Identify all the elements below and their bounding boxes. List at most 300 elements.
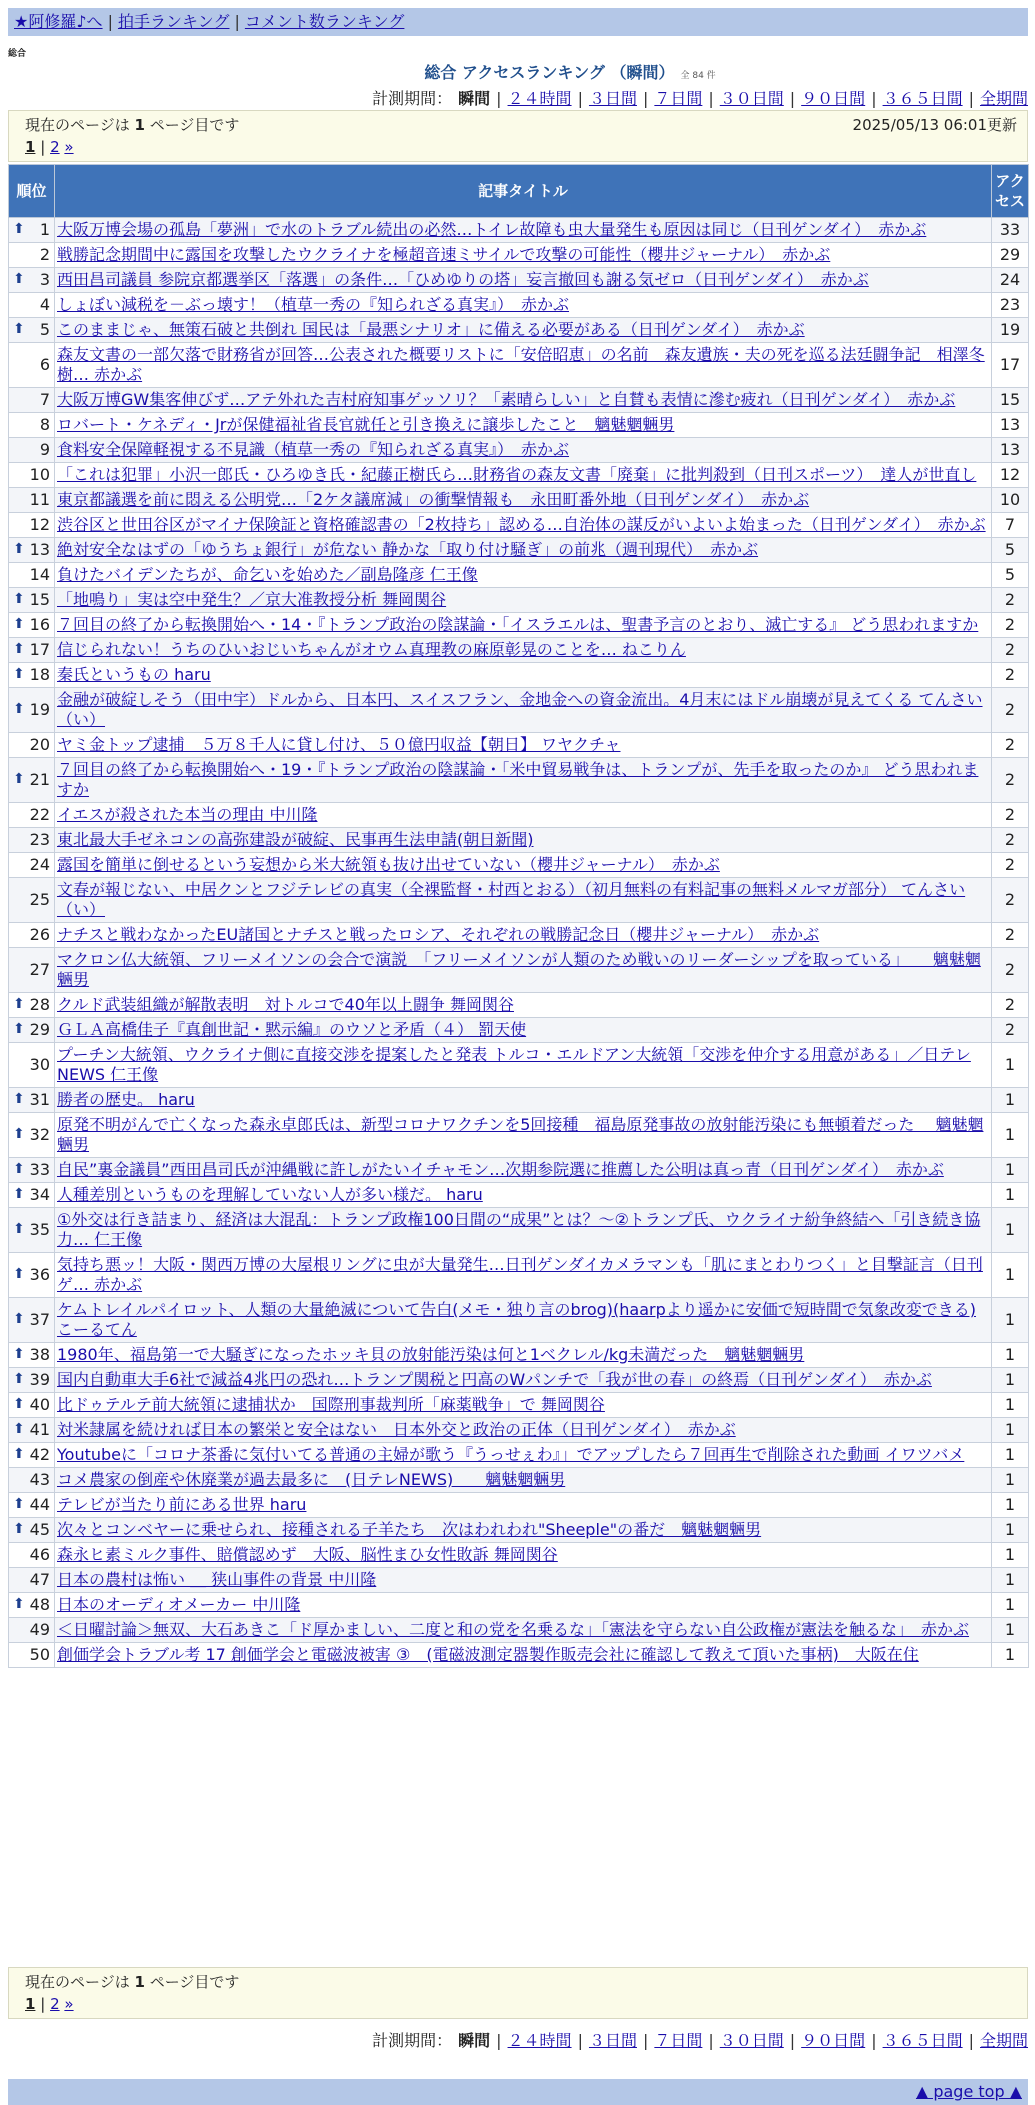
title-cell: [55, 513, 992, 538]
article-link[interactable]: クルド武装組織が解散表明 対トルコで40年以上闘争 舞岡関谷: [57, 995, 514, 1014]
arrow-up-icon: ⬆: [13, 271, 25, 287]
access-count: 2: [992, 948, 1029, 993]
rank-number: 13: [29, 540, 50, 559]
period-link[interactable]: ９０日間: [801, 2031, 866, 2050]
access-count: 5: [992, 538, 1029, 563]
article-link[interactable]: テレビが当たり前にある世界 haru: [57, 1495, 307, 1514]
table-row: [9, 1208, 1029, 1253]
rank-number: 37: [29, 1310, 50, 1329]
article-link[interactable]: 東北最大手ゼネコンの高弥建設が破綻、民事再生法申請(朝日新聞): [57, 830, 534, 849]
table-row: [9, 1643, 1029, 1668]
access-count: 2: [992, 588, 1029, 613]
article-link[interactable]: イエスが殺された本当の理由 中川隆: [57, 805, 318, 824]
pager: [25, 137, 1011, 157]
rank-number: 8: [39, 415, 50, 434]
table-row: [9, 563, 1029, 588]
table-row: [9, 1593, 1029, 1618]
article-link[interactable]: 森友文書の一部欠落で財務省が回答…公表された概要リストに「安倍昭恵」の名前 森友遺族・夫の死を巡る法廷闘争記 相澤冬樹… 赤かぶ: [57, 345, 985, 384]
table-row: [9, 828, 1029, 853]
rank-cell: [9, 1253, 55, 1298]
rank-number: 10: [29, 465, 50, 484]
access-count: 1: [992, 1253, 1029, 1298]
article-link[interactable]: 日本のオーディオメーカー 中川隆: [57, 1595, 301, 1614]
article-link[interactable]: 西田昌司議員 参院京都選挙区「落選」の条件…「ひめゆりの塔」妄言撤回も謝る気ゼロ（日刊ゲンダイ） 赤かぶ: [57, 270, 869, 289]
arrow-up-icon: ⬆: [13, 1186, 25, 1202]
arrow-up-icon: ⬆: [13, 1421, 25, 1437]
table-row: [9, 343, 1029, 388]
period-separator: |: [708, 89, 714, 108]
title-cell: [55, 878, 992, 923]
period-separator: |: [871, 2031, 877, 2050]
rank-cell: [9, 1643, 55, 1668]
pager-current: 1: [25, 138, 36, 156]
rank-number: 16: [29, 615, 50, 634]
title-cell: [55, 268, 992, 293]
article-link[interactable]: 大阪万博会場の孤島「夢洲」で水のトラブル続出の必然…トイレ故障も虫大量発生も原因は同じ（日刊ゲンダイ） 赤かぶ: [57, 220, 927, 239]
table-row: [9, 1543, 1029, 1568]
rank-number: 33: [29, 1160, 50, 1179]
pager-separator: |: [40, 1995, 46, 2013]
table-row: [9, 948, 1029, 993]
rank-cell: [9, 878, 55, 923]
access-count: 2: [992, 923, 1029, 948]
rank-number: 35: [29, 1220, 50, 1239]
title-cell: [55, 413, 992, 438]
period-separator: |: [708, 2031, 714, 2050]
pager-page-2[interactable]: 2: [50, 138, 60, 156]
article-link[interactable]: 国内自動車大手6社で減益4兆円の恐れ…トランプ関税と円高のWパンチで「我が世の春」の終焉（日刊ゲンダイ） 赤かぶ: [57, 1370, 932, 1389]
rank-cell: [9, 923, 55, 948]
clap-ranking-link[interactable]: 拍手ランキング: [117, 12, 230, 31]
title-cell: [55, 1113, 992, 1158]
page-info-text: 現在のページは 1 ページ目です: [25, 116, 240, 134]
access-count: 2: [992, 638, 1029, 663]
rank-number: 5: [39, 320, 50, 339]
rank-cell: [9, 1368, 55, 1393]
title-cell: [55, 388, 992, 413]
table-row: [9, 613, 1029, 638]
rank-cell: [9, 1113, 55, 1158]
total-count: 全 84 件: [680, 71, 716, 81]
rank-cell: [9, 1183, 55, 1208]
article-link[interactable]: 信じられない！うちのひいおじいちゃんがオウム真理教の麻原彰晃のことを… ねこりん: [57, 640, 686, 659]
table-header-row: [9, 165, 1029, 218]
page-info-bottom: [8, 1967, 1028, 2019]
title-cell: [55, 343, 992, 388]
article-link[interactable]: 戦勝記念期間中に露国を攻撃したウクライナを極超音速ミサイルで攻撃の可能性（櫻井ジャーナル） 赤かぶ: [57, 245, 831, 264]
page-title: [370, 60, 770, 83]
table-row: [9, 293, 1029, 318]
table-row: [9, 733, 1029, 758]
access-count: 1: [992, 1543, 1029, 1568]
access-count: 1: [992, 1493, 1029, 1518]
rank-number: 14: [29, 565, 50, 584]
table-row: [9, 688, 1029, 733]
title-cell: [55, 243, 992, 268]
rank-number: 1: [39, 220, 50, 239]
ranking-title: 総合 アクセスランキング （瞬間）: [424, 63, 675, 82]
arrow-up-icon: ⬆: [13, 1221, 25, 1237]
access-count: 2: [992, 828, 1029, 853]
period-separator: |: [496, 2031, 502, 2050]
article-link[interactable]: 自民”裏金議員”西田昌司氏が沖縄戦に許しがたいイチャモン…次期参院選に推薦した公明は真っ青（日刊ゲンダイ） 赤かぶ: [57, 1160, 944, 1179]
ranking-table-body: [9, 218, 1029, 1668]
period-selector-top: [372, 86, 1028, 109]
access-count: 2: [992, 733, 1029, 758]
rank-cell: [9, 638, 55, 663]
nav-separator: |: [234, 12, 240, 31]
rank-number: 44: [29, 1495, 50, 1514]
arrow-up-icon: ⬆: [13, 1266, 25, 1282]
article-link[interactable]: コメ農家の倒産や休廃業が過去最多に (日テレNEWS) 魑魅魍魎男: [57, 1470, 566, 1489]
rank-number: 24: [29, 855, 50, 874]
access-count: 2: [992, 663, 1029, 688]
title-cell: [55, 948, 992, 993]
title-cell: [55, 488, 992, 513]
arrow-up-icon: ⬆: [13, 1596, 25, 1612]
rank-cell: [9, 1343, 55, 1368]
access-count: 10: [992, 488, 1029, 513]
article-link[interactable]: 文春が報じない、中居クンとフジテレビの真実（全裸監督・村西とおる）（初月無料の有料記事の無料メルマガ部分） てんさい（い）: [57, 880, 966, 919]
article-link[interactable]: 対米隷属を続ければ日本の繁栄と安全はない 日本外交と政治の正体（日刊ゲンダイ） 赤かぶ: [57, 1420, 736, 1439]
access-count: 1: [992, 1568, 1029, 1593]
title-cell: [55, 993, 992, 1018]
rank-cell: [9, 993, 55, 1018]
article-link[interactable]: ①外交は行き詰まり、経済は大混乱：トランプ政権100日間の“成果”とは？～②トランプ氏、ウクライナ紛争終結へ「引き続き協力… 仁王像: [57, 1210, 981, 1249]
article-link[interactable]: 「これは犯罪」小沢一郎氏・ひろゆき氏・紀藤正樹氏ら…財務省の森友文書「廃棄」に批判殺到（日刊スポーツ） 達人が世直し: [57, 465, 977, 484]
article-link[interactable]: 金融が破綻しそう（田中宇）ドルから、日本円、スイスフラン、金地金への資金流出。4月末にはドル崩壊が見えてくる てんさい（い）: [57, 690, 983, 729]
article-link[interactable]: 気持ち悪ッ！大阪・関西万博の大屋根リングに虫が大量発生…日刊ゲンダイカメラマンも「肌にまとわりつく」と目撃証言（日刊ゲ… 赤かぶ: [57, 1255, 983, 1294]
article-link[interactable]: ７回目の終了から転換開始へ・19・『トランプ政治の陰謀論・「米中貿易戦争は、トランプが、先手を取ったのか』 どう思われますか: [57, 760, 979, 799]
table-row: [9, 268, 1029, 293]
rank-number: 22: [29, 805, 50, 824]
period-link[interactable]: ７日間: [654, 2031, 703, 2050]
pager-separator: |: [40, 138, 46, 156]
rank-cell: [9, 268, 55, 293]
article-link[interactable]: 露国を簡単に倒せるという妄想から米大統領も抜け出せていない（櫻井ジャーナル） 赤かぶ: [57, 855, 720, 874]
access-count: 2: [992, 1018, 1029, 1043]
rank-cell: [9, 1443, 55, 1468]
period-link[interactable]: ３日間: [588, 89, 637, 108]
header-title: 記事タイトル: [55, 165, 992, 218]
period-separator: |: [789, 2031, 796, 2050]
table-row: [9, 1468, 1029, 1493]
rank-number: 15: [29, 590, 50, 609]
rank-cell: [9, 293, 55, 318]
rank-number: 19: [29, 700, 50, 719]
rank-cell: [9, 463, 55, 488]
title-cell: [55, 318, 992, 343]
title-cell: [55, 1618, 992, 1643]
access-count: 24: [992, 268, 1029, 293]
title-cell: [55, 1018, 992, 1043]
arrow-up-icon: ⬆: [13, 1371, 25, 1387]
title-cell: [55, 1493, 992, 1518]
rank-number: 41: [29, 1420, 50, 1439]
rank-cell: [9, 828, 55, 853]
title-cell: [55, 1418, 992, 1443]
period-label: 計測期間：: [372, 89, 453, 108]
header-access: アクセス: [992, 165, 1029, 218]
rank-cell: [9, 758, 55, 803]
period-label: 計測期間：: [372, 2031, 453, 2050]
title-cell: [55, 1593, 992, 1618]
period-separator: |: [789, 89, 796, 108]
table-row: [9, 1043, 1029, 1088]
period-current: 瞬間: [458, 2031, 491, 2050]
article-link[interactable]: 森永ヒ素ミルク事件、賠償認めず 大阪、脳性まひ女性敗訴 舞岡関谷: [57, 1545, 558, 1564]
article-link[interactable]: ヤミ金トップ逮捕 ５万８千人に貸し付け、５０億円収益【朝日】 ワヤクチャ: [57, 735, 621, 754]
title-cell: [55, 1568, 992, 1593]
table-row: [9, 1568, 1029, 1593]
access-count: 2: [992, 688, 1029, 733]
arrow-up-icon: ⬆: [13, 1521, 25, 1537]
rank-number: 48: [29, 1595, 50, 1614]
article-link[interactable]: 負けたバイデンたちが、命乞いを始めた／副島隆彦 仁王像: [57, 565, 478, 584]
rank-number: 11: [29, 490, 50, 509]
section-tag: 総合: [8, 49, 27, 59]
rank-cell: [9, 1158, 55, 1183]
access-count: 1: [992, 1113, 1029, 1158]
access-count: 1: [992, 1618, 1029, 1643]
access-count: 29: [992, 243, 1029, 268]
title-cell: [55, 1208, 992, 1253]
arrow-up-icon: ⬆: [13, 541, 25, 557]
rank-number: 2: [39, 245, 50, 264]
period-link[interactable]: 全期間: [979, 89, 1028, 108]
article-link[interactable]: 食料安全保障軽視する不見識（植草一秀の『知られざる真実』） 赤かぶ: [57, 440, 570, 459]
article-link[interactable]: ７回目の終了から転換開始へ・14・『トランプ政治の陰謀論・「イスラエルは、聖書予言のとおり、滅亡する』 どう思われますか: [57, 615, 979, 634]
access-count: 15: [992, 388, 1029, 413]
rank-cell: [9, 1518, 55, 1543]
article-link[interactable]: 勝者の歴史。 haru: [57, 1090, 195, 1109]
title-cell: [55, 438, 992, 463]
table-row: [9, 438, 1029, 463]
access-count: 17: [992, 343, 1029, 388]
article-link[interactable]: ロバート・ケネディ・Jrが保健福祉省長官就任と引き換えに譲歩したこと 魑魅魍魎男: [57, 415, 675, 434]
period-separator: |: [642, 89, 649, 108]
table-row: [9, 388, 1029, 413]
article-link[interactable]: ＧＬＡ高橋佳子『真創世記・黙示編』のウソと矛盾（４） 罰天使: [57, 1020, 527, 1039]
access-count: 2: [992, 853, 1029, 878]
rank-cell: [9, 588, 55, 613]
title-cell: [55, 758, 992, 803]
title-cell: [55, 1643, 992, 1668]
table-row: [9, 1158, 1029, 1183]
period-separator: |: [577, 2031, 583, 2050]
rank-cell: [9, 733, 55, 758]
title-cell: [55, 1518, 992, 1543]
rank-number: 45: [29, 1520, 50, 1539]
rank-number: 21: [29, 770, 50, 789]
table-row: [9, 1618, 1029, 1643]
period-link[interactable]: ３０日間: [719, 89, 784, 108]
rank-number: 26: [29, 925, 50, 944]
rank-cell: [9, 1418, 55, 1443]
period-link[interactable]: ２４時間: [507, 2031, 572, 2050]
access-count: 2: [992, 878, 1029, 923]
article-link[interactable]: 原発不明がんで亡くなった森永卓郎氏は、新型コロナワクチンを5回接種 福島原発事故の放射能汚染にも無頓着だった 魑魅魍魎男: [57, 1115, 984, 1154]
rank-cell: [9, 438, 55, 463]
article-link[interactable]: 大阪万博GW集客伸びず…アテ外れた吉村府知事ゲッソリ？「素晴らしい」と自賛も表情に滲む疲れ（日刊ゲンダイ） 赤かぶ: [57, 390, 956, 409]
article-link[interactable]: しょぼい減税を－ぶっ壊す！（植草一秀の『知られざる真実』） 赤かぶ: [57, 295, 570, 314]
rank-number: 43: [29, 1470, 50, 1489]
arrow-up-icon: ⬆: [13, 1021, 25, 1037]
period-link[interactable]: ３日間: [588, 2031, 637, 2050]
rank-number: 31: [29, 1090, 50, 1109]
access-count: 2: [992, 803, 1029, 828]
access-count: 12: [992, 463, 1029, 488]
title-cell: [55, 828, 992, 853]
title-cell: [55, 1368, 992, 1393]
table-row: [9, 1493, 1029, 1518]
rank-cell: [9, 343, 55, 388]
table-row: [9, 1018, 1029, 1043]
article-link[interactable]: 1980年、福島第一で大騒ぎになったホッキ貝の放射能汚染は何と1ベクレル/kg未満だった 魑魅魍魎男: [57, 1345, 805, 1364]
rank-number: 18: [29, 665, 50, 684]
access-count: 1: [992, 1643, 1029, 1668]
title-cell: [55, 663, 992, 688]
article-link[interactable]: ＜日曜討論＞無双、大石あきこ「ド厚かましい、二度と和の党を名乗るな」「憲法を守らない自公政権が憲法を触るな」 赤かぶ: [57, 1620, 970, 1639]
arrow-up-icon: ⬆: [13, 221, 25, 237]
access-count: 1: [992, 1368, 1029, 1393]
rank-number: 34: [29, 1185, 50, 1204]
top-nav: [8, 8, 1028, 36]
rank-cell: [9, 1468, 55, 1493]
article-link[interactable]: 秦氏というもの haru: [57, 665, 211, 684]
article-link[interactable]: 東京都議選を前に悶える公明党…「2ケタ議席減」の衝撃情報も 永田町番外地（日刊ゲンダイ） 赤かぶ: [57, 490, 810, 509]
arrow-up-icon: ⬆: [13, 771, 25, 787]
period-separator: |: [577, 89, 583, 108]
arrow-up-icon: ⬆: [13, 1091, 25, 1107]
table-row: [9, 318, 1029, 343]
period-link[interactable]: 全期間: [979, 2031, 1028, 2050]
rank-number: 3: [39, 270, 50, 289]
rank-cell: [9, 1043, 55, 1088]
title-cell: [55, 853, 992, 878]
home-link[interactable]: ★阿修羅♪へ: [14, 12, 103, 31]
access-count: 19: [992, 318, 1029, 343]
rank-cell: [9, 243, 55, 268]
rank-cell: [9, 538, 55, 563]
comment-ranking-link[interactable]: コメント数ランキング: [244, 12, 405, 31]
arrow-up-icon: ⬆: [13, 321, 25, 337]
period-separator: |: [871, 89, 877, 108]
article-link[interactable]: ケムトレイルパイロット、人類の大量絶滅について告白(メモ・独り言のbrog)(haarpより遥かに安価で短時間で気象改変できる) こーるてん: [57, 1300, 976, 1339]
rank-number: 17: [29, 640, 50, 659]
rank-number: 36: [29, 1265, 50, 1284]
rank-cell: [9, 413, 55, 438]
access-count: 2: [992, 993, 1029, 1018]
title-cell: [55, 613, 992, 638]
article-link[interactable]: 「地鳴り」実は空中発生？／京大准教授分析 舞岡関谷: [57, 590, 447, 609]
article-link[interactable]: 絶対安全なはずの「ゆうちょ銀行」が危ない 静かな「取り付け騒ぎ」の前兆（週刊現代） 赤かぶ: [57, 540, 759, 559]
table-row: [9, 538, 1029, 563]
rank-cell: [9, 1568, 55, 1593]
article-link[interactable]: ナチスと戦わなかったEU諸国とナチスと戦ったロシア、それぞれの戦勝記念日（櫻井ジャーナル） 赤かぶ: [57, 925, 820, 944]
rank-cell: [9, 1493, 55, 1518]
title-cell: [55, 1343, 992, 1368]
article-link[interactable]: このままじゃ、無策石破と共倒れ 国民は「最悪シナリオ」に備える必要がある（日刊ゲンダイ） 赤かぶ: [57, 320, 805, 339]
table-row: [9, 413, 1029, 438]
rank-cell: [9, 1393, 55, 1418]
access-count: 1: [992, 1468, 1029, 1493]
article-link[interactable]: プーチン大統領、ウクライナ側に直接交渉を提案したと発表 トルコ・エルドアン大統領「交渉を仲介する用意がある」／日テレNEWS 仁王像: [57, 1045, 971, 1084]
access-count: 5: [992, 563, 1029, 588]
article-link[interactable]: 渋谷区と世田谷区がマイナ保険証と資格確認書の「2枚持ち」認める…自治体の謀反がいよいよ始まった（日刊ゲンダイ） 赤かぶ: [57, 515, 986, 534]
rank-cell: [9, 318, 55, 343]
arrow-up-icon: ⬆: [13, 1346, 25, 1362]
article-link[interactable]: 日本の農村は怖い ＿ 狭山事件の背景 中川隆: [57, 1570, 377, 1589]
article-link[interactable]: 人種差別というものを理解していない人が多い様だ。 haru: [57, 1185, 483, 1204]
table-row: [9, 1518, 1029, 1543]
title-cell: [55, 1443, 992, 1468]
table-row: [9, 923, 1029, 948]
period-separator: |: [968, 89, 974, 108]
table-row: [9, 1343, 1029, 1368]
rank-cell: [9, 803, 55, 828]
period-link[interactable]: ３６５日間: [882, 89, 963, 108]
period-separator: |: [968, 2031, 974, 2050]
article-link[interactable]: Youtubeに「コロナ茶番に気付いてる普通の主婦が歌う『うっせぇわ』」でアップしたら７回再生で削除された動画 イワツバメ: [57, 1445, 965, 1464]
period-link[interactable]: ７日間: [654, 89, 703, 108]
title-cell: [55, 463, 992, 488]
access-count: 2: [992, 758, 1029, 803]
pager-current: 1: [25, 1995, 36, 2013]
title-cell: [55, 688, 992, 733]
article-link[interactable]: 次々とコンベヤーに乗せられ、接種される子羊たち 次はわれわれ"Sheeple"の番だ 魑魅魍魎男: [57, 1520, 762, 1539]
access-count: 23: [992, 293, 1029, 318]
page-top-link[interactable]: ▲ page top ▲: [915, 2082, 1022, 2101]
period-link[interactable]: ９０日間: [801, 89, 866, 108]
table-row: [9, 488, 1029, 513]
pager-next-arrow[interactable]: »: [64, 1995, 74, 2013]
title-cell: [55, 293, 992, 318]
table-row: [9, 1183, 1029, 1208]
rank-number: 29: [29, 1020, 50, 1039]
rank-cell: [9, 488, 55, 513]
access-count: 1: [992, 1208, 1029, 1253]
rank-number: 50: [29, 1645, 50, 1664]
table-row: [9, 243, 1029, 268]
table-row: [9, 638, 1029, 663]
pager-next-arrow[interactable]: »: [64, 138, 74, 156]
rank-cell: [9, 218, 55, 243]
article-link[interactable]: 比ドゥテルテ前大統領に逮捕状か 国際刑事裁判所「麻薬戦争」で 舞岡関谷: [57, 1395, 605, 1414]
period-current: 瞬間: [458, 89, 491, 108]
header-rank: 順位: [9, 165, 55, 218]
period-link[interactable]: ３０日間: [719, 2031, 784, 2050]
access-count: 1: [992, 1393, 1029, 1418]
title-cell: [55, 923, 992, 948]
pager-page-2[interactable]: 2: [50, 1995, 60, 2013]
access-count: 33: [992, 218, 1029, 243]
title-cell: [55, 1183, 992, 1208]
arrow-up-icon: ⬆: [13, 1126, 25, 1142]
table-row: [9, 758, 1029, 803]
table-row: [9, 463, 1029, 488]
arrow-up-icon: ⬆: [13, 666, 25, 682]
period-link[interactable]: ２４時間: [507, 89, 572, 108]
period-link[interactable]: ３６５日間: [882, 2031, 963, 2050]
article-link[interactable]: 創価学会トラブル考 17 創価学会と電磁波被害 ③ (電磁波測定器製作販売会社に確認して教えて頂いた事柄) 大阪在住: [57, 1645, 919, 1664]
rank-number: 38: [29, 1345, 50, 1364]
access-count: 1: [992, 1343, 1029, 1368]
article-link[interactable]: マクロン仏大統領、フリーメイソンの会合で演説 「フリーメイソンが人類のため戦いのリーダーシップを取っている」 魑魅魍魎男: [57, 950, 981, 989]
period-selector-bottom: [372, 2028, 1028, 2051]
table-row: [9, 1418, 1029, 1443]
arrow-up-icon: ⬆: [13, 701, 25, 717]
